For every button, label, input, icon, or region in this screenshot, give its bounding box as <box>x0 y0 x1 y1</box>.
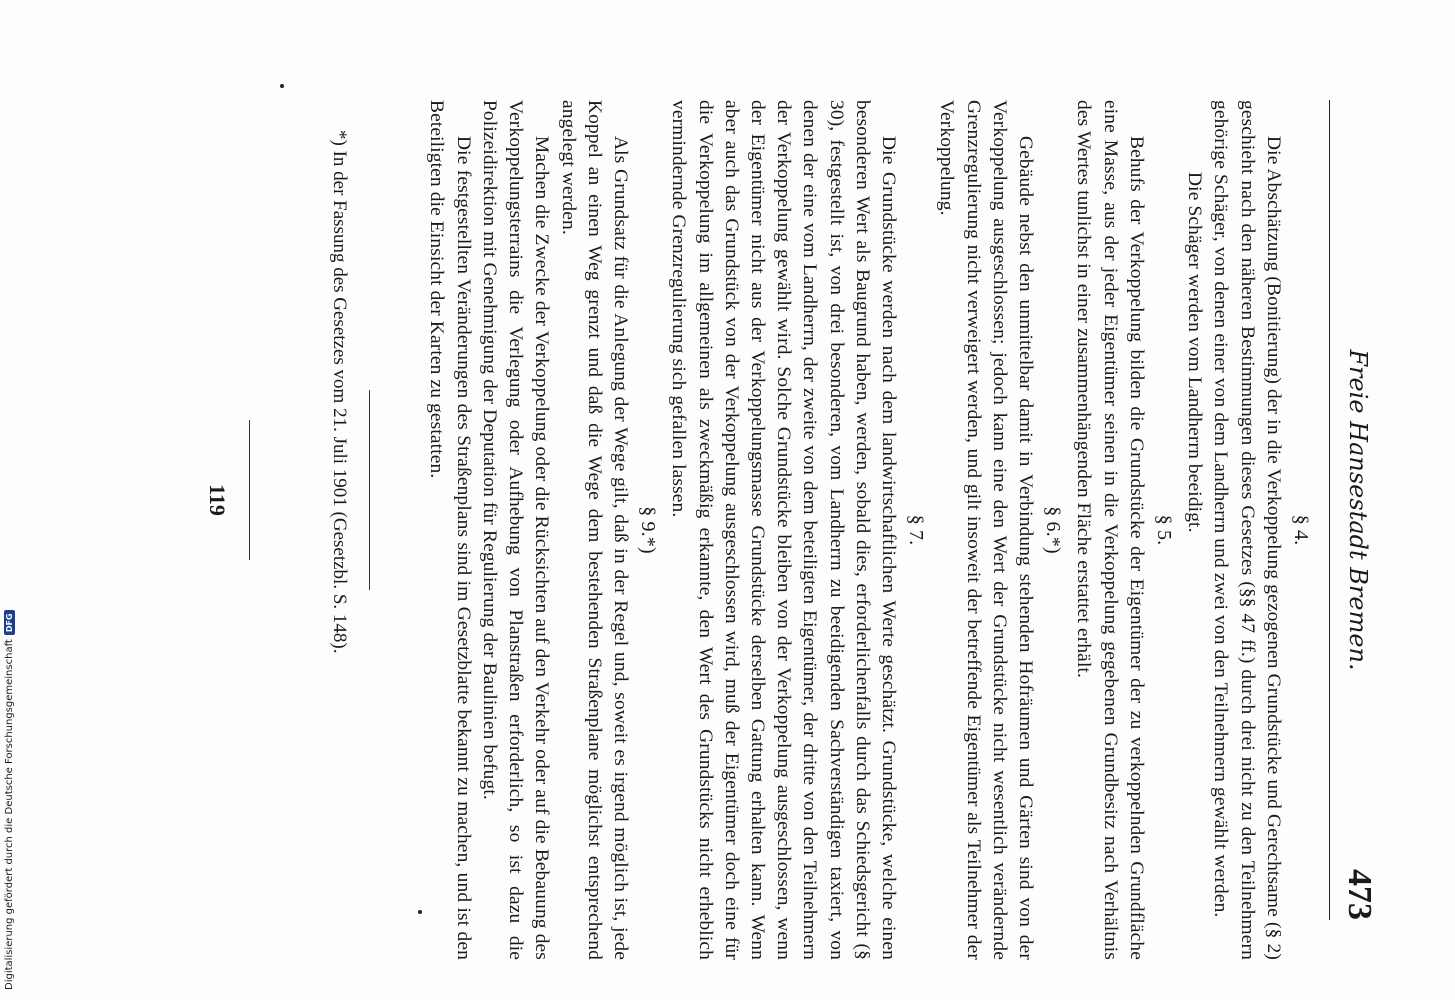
running-header <box>1329 100 1378 920</box>
credit-text: Digitalisierung gefördert durch die Deutsche Forschungsgemeinschaft <box>4 639 15 990</box>
section-heading: § 4. <box>1290 514 1312 546</box>
footnote: *) In der Fassung des Gesetzes vom 21. Juli 1901 (Gesetzbl. S. 148). <box>329 130 350 654</box>
paragraph: Die festgestellten Veränderungen des Straßenplans sind im Gesetzblatte bekannt zu machen, und ist den Beteiligten die Einsicht der Karten zu gestatten. <box>426 100 474 960</box>
paragraph: Die Schäger werden vom Landherrn beeidigt. <box>1184 172 1206 533</box>
section-heading: § 6.*) <box>1042 506 1065 554</box>
bottom-rule <box>249 420 250 560</box>
document-body <box>423 100 1318 960</box>
rotated-document-sheet <box>160 0 1400 1000</box>
section-heading: § 7. <box>905 514 928 546</box>
paragraph: Die Grundstücke werden nach dem landwirtschaftlichen Werte geschätzt. Grundstücke, welche einen besonderen Wert als Baugrund haben, werden, sobald dies, erforderlichenfalls durch das Schiedsgericht (§ 30), festgestellt ist, von drei besonderen, vom Landherrn zu beeidigenden Sachverständigen taxiert, von denen der eine vom Landherrn, der zweite von dem beteiligten Eigentümer, der dritte von den Teilnehmern der Verkoppelung gewählt wird. Solche Grundstücke bleiben von der Verkoppelung ausgeschlossen, wenn der Eigentümer nicht aus der Verkoppelungsmasse Grundstücke derselben Gattung erhalten kann. Wenn aber auch das Grundstück von der Verkoppelung ausgeschlossen wird, muß der Eigentümer doch eine für die Verkoppelung im allgemeinen als zweckmäßig erkannte, den Wert des Grundstücks nicht erheblich vermindernde Grenzregulierung sich gefallen lassen. <box>668 100 899 960</box>
section-5 <box>1070 100 1177 960</box>
header-page-number: 473 <box>1341 869 1378 920</box>
section-7 <box>665 100 929 960</box>
header-title: Freie Hansestadt Bremen. <box>1344 349 1372 671</box>
paragraph: Gebäude nebst den unmittelbar damit in Verbindung stehenden Hofräumen und Gärten sind von der Verkoppelung ausgeschlossen; jedoch kann eine den Wert der Grundstücke nicht wesentlich verändernde Grenzregulierung nicht verweigert werden, und gilt insoweit der betreffende Eigentümer als Teilnehmer der Verkoppelung. <box>936 100 1036 960</box>
section-6 <box>933 100 1066 960</box>
digitization-credit <box>2 600 22 1000</box>
section-heading: § 9.*) <box>637 506 660 554</box>
dfg-logo-icon: DFG <box>4 610 15 635</box>
paragraph: Behufs der Verkoppelung bilden die Grundstücke der Eigentümer der zu verkoppelnden Grundfläche eine Masse, aus der jeder Eigentümer seinen in die Verkoppelung gegebenen Grundbesitz nach Verhältnis des Wertes tunlichst in einer zusammenhängenden Fläche erstattet erhält. <box>1073 100 1147 960</box>
footnote-separator <box>369 390 370 590</box>
section-heading: § 5. <box>1152 514 1175 546</box>
bottom-page-number: 119 <box>205 484 230 516</box>
section-4 <box>1181 100 1314 960</box>
paragraph: Die Abschätzung (Bonitierung) der in die Verkoppelung gezogenen Grundstücke und Gerechtsame (§ 2) geschieht nach den näheren Bestimmungen dieses Gesetzes (§§ 47 ff.) durch drei nicht zu den Teilnehmern gehörige Schäger, von denen einer von dem Landherrn und zwei von den Teilnehmern gewählt werden. <box>1210 100 1284 960</box>
scan-speck <box>280 84 284 88</box>
section-9 <box>423 100 661 960</box>
paragraph: Machen die Zwecke der Verkoppelung oder die Rücksichten auf den Verkehr oder auf die Bebauung des Verkoppelungsterrains die Verlegung oder Aufhebung von Planstraßen erforderlich, so ist dazu die Polizeidirektion mit Genehmigung der Deputation für Regulierung der Baulinien befugt. <box>478 100 553 960</box>
paragraph: Als Grundsatz für die Anlegung der Wege gilt, daß in der Regel und, soweit es irgend möglich ist, jede Koppel an einen Weg grenzt und daß die Wege dem bestehenden Straßenplane möglichst entsprechend angelegt werden. <box>557 100 631 960</box>
scan-speck <box>418 910 422 914</box>
